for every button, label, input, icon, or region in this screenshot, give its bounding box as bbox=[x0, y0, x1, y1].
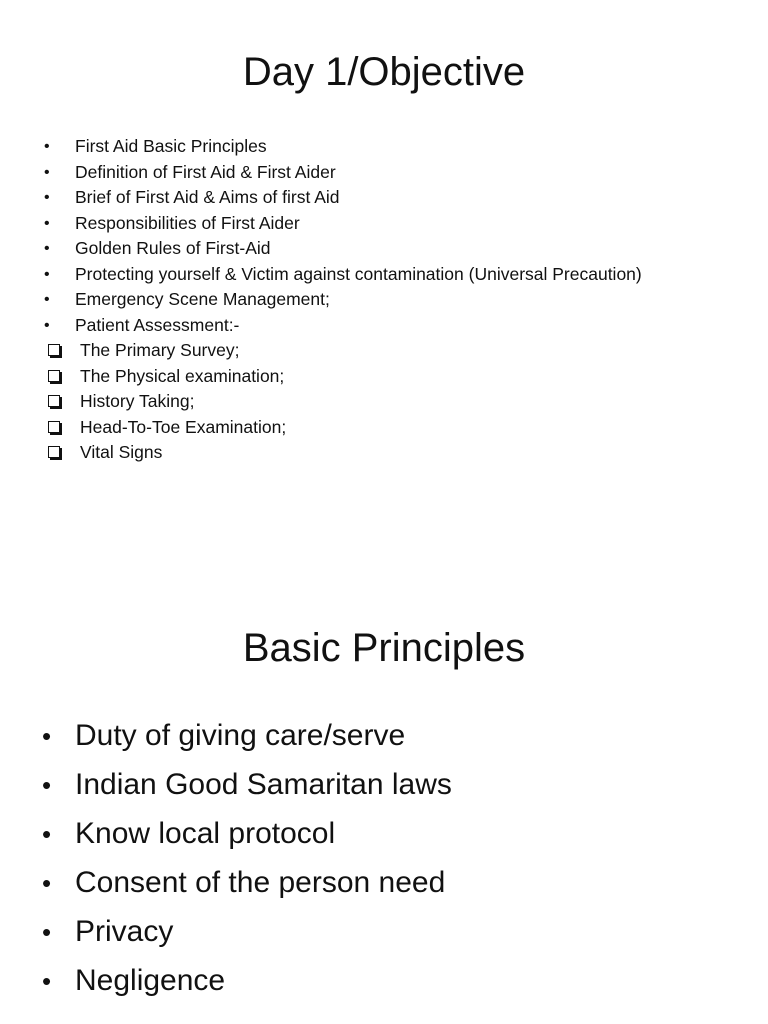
list-item-text: Vital Signs bbox=[80, 442, 163, 462]
list-item-text: Responsibilities of First Aider bbox=[75, 212, 300, 233]
bullet-icon: • bbox=[44, 291, 50, 308]
bullet-icon: • bbox=[42, 868, 52, 898]
bullet-icon: • bbox=[42, 819, 52, 849]
checkbox-square-icon bbox=[48, 338, 68, 364]
list-item bbox=[0, 959, 768, 1008]
list-item bbox=[0, 236, 768, 262]
list-item bbox=[0, 338, 768, 364]
list-item bbox=[0, 910, 768, 959]
list-item-text: Protecting yourself & Victim against contamination (Universal Precaution) bbox=[75, 263, 642, 284]
list-item-text: Patient Assessment:- bbox=[75, 314, 240, 335]
bullet-icon: • bbox=[42, 770, 52, 800]
list-item-text: Consent of the person need bbox=[75, 866, 446, 899]
bullet-icon: • bbox=[42, 721, 52, 751]
bullet-icon: • bbox=[42, 966, 52, 996]
principles-list bbox=[0, 714, 768, 1008]
list-item-text: The Primary Survey; bbox=[80, 340, 240, 360]
slide-basic-principles bbox=[0, 580, 768, 1024]
list-item bbox=[0, 313, 768, 339]
list-item bbox=[0, 364, 768, 390]
checkbox-square-icon bbox=[48, 364, 68, 390]
list-item-text: Know local protocol bbox=[75, 817, 336, 850]
list-item-text: Negligence bbox=[75, 964, 226, 997]
list-item-text: Definition of First Aid & First Aider bbox=[75, 161, 336, 182]
bullet-icon: • bbox=[44, 189, 50, 206]
list-item bbox=[0, 287, 768, 313]
list-item-text: First Aid Basic Principles bbox=[75, 136, 267, 156]
objectives-list bbox=[0, 134, 768, 466]
list-item-text: Brief of First Aid & Aims of first Aid bbox=[75, 187, 340, 207]
list-item bbox=[0, 262, 768, 288]
checkbox-square-icon bbox=[48, 440, 68, 466]
checkbox-square-icon bbox=[48, 389, 68, 415]
list-item-text: Privacy bbox=[75, 915, 174, 948]
list-item-text: The Physical examination; bbox=[80, 365, 285, 386]
slide-title: Basic Principles bbox=[242, 626, 526, 670]
bullet-icon: • bbox=[44, 214, 50, 232]
list-item bbox=[0, 211, 768, 237]
checkbox-square-icon bbox=[48, 415, 68, 441]
list-item-text: Golden Rules of First-Aid bbox=[75, 238, 271, 258]
bullet-icon: • bbox=[42, 917, 52, 947]
list-item bbox=[0, 812, 768, 861]
list-item bbox=[0, 714, 768, 763]
list-item bbox=[0, 160, 768, 186]
bullet-icon: • bbox=[44, 240, 50, 257]
list-item bbox=[0, 185, 768, 211]
list-item-text: Indian Good Samaritan laws bbox=[75, 768, 452, 801]
list-item-text: History Taking; bbox=[80, 391, 195, 411]
bullet-icon: • bbox=[44, 316, 50, 334]
list-item-text: Duty of giving care/serve bbox=[75, 719, 406, 752]
slide-title: Day 1/Objective bbox=[242, 50, 526, 94]
list-item bbox=[0, 763, 768, 812]
list-item-text: Emergency Scene Management; bbox=[75, 289, 330, 309]
bullet-icon: • bbox=[44, 265, 50, 283]
list-item bbox=[0, 861, 768, 910]
list-item bbox=[0, 134, 768, 160]
list-item bbox=[0, 389, 768, 415]
bullet-icon: • bbox=[44, 163, 50, 181]
list-item bbox=[0, 415, 768, 441]
bullet-icon: • bbox=[44, 138, 50, 155]
list-item bbox=[0, 440, 768, 466]
list-item-text: Head-To-Toe Examination; bbox=[80, 416, 287, 437]
